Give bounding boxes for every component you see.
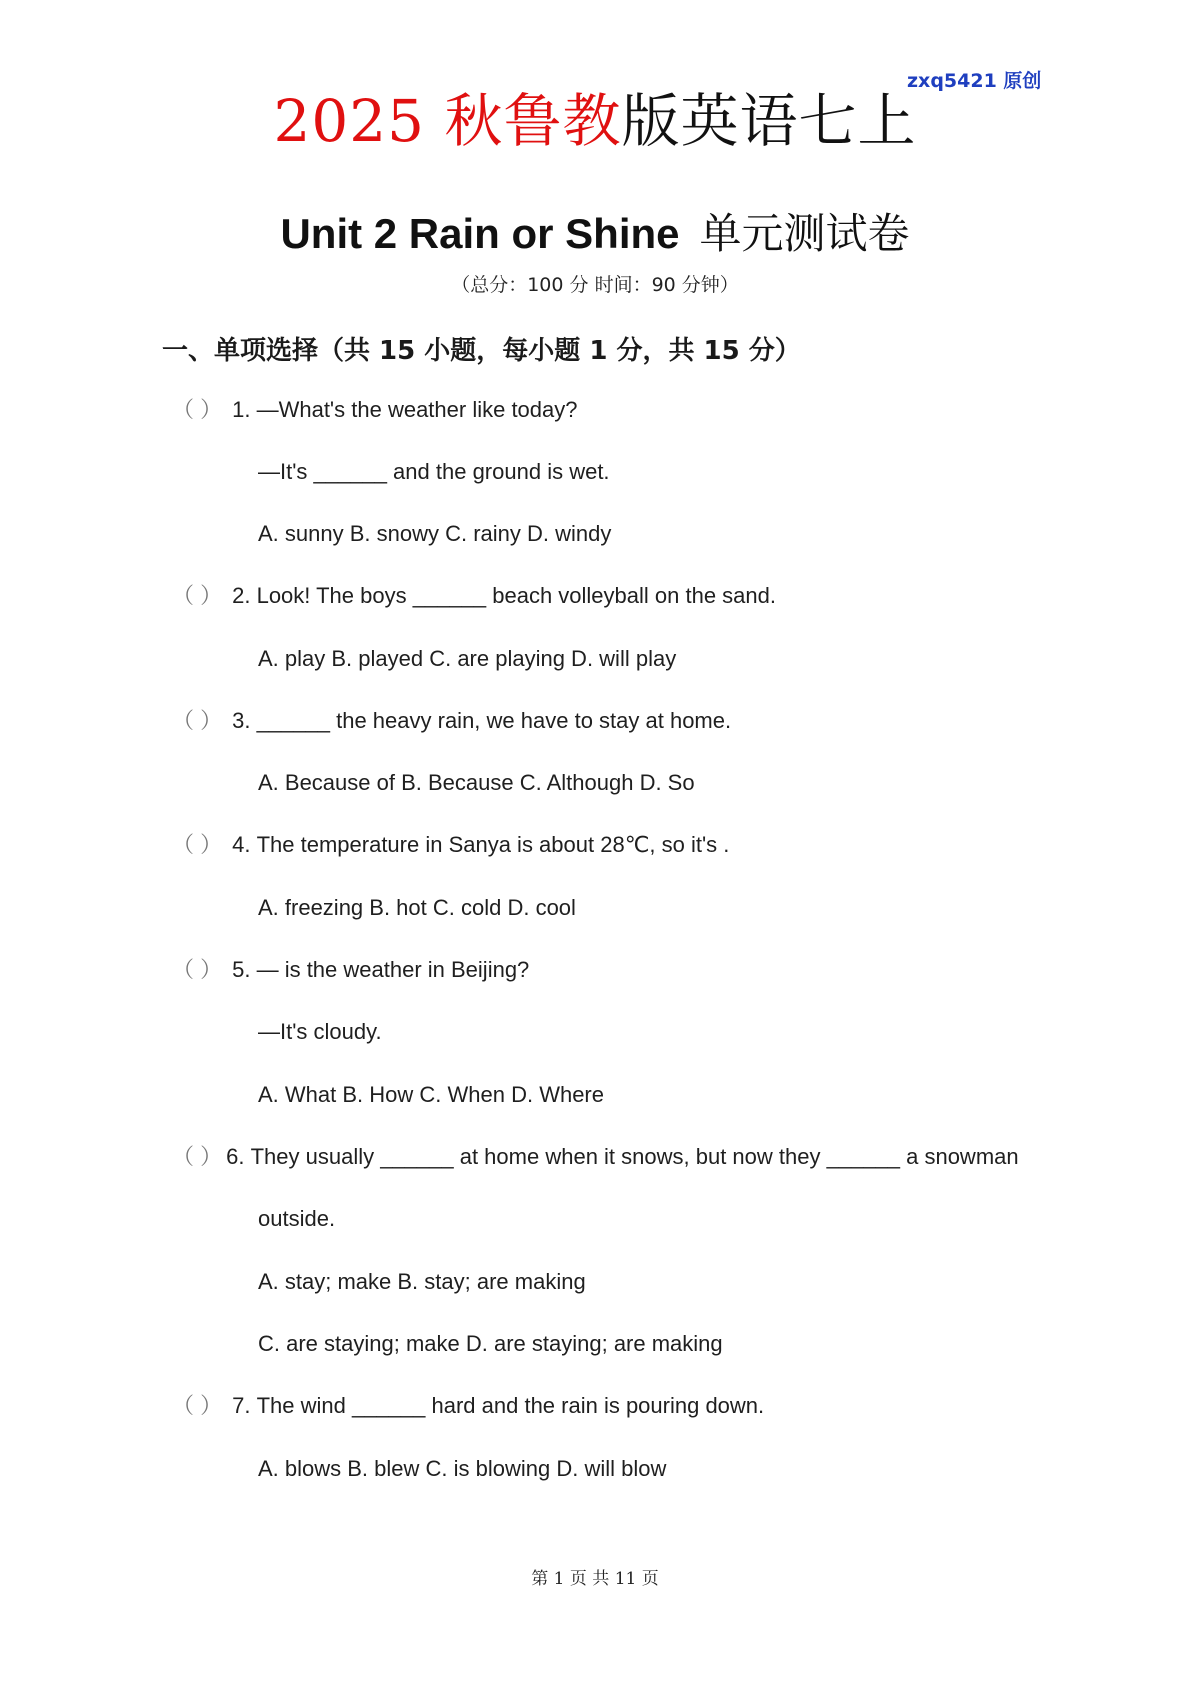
question-7 (172, 1392, 764, 1420)
question-6-stem: 6. They usually ______ at home when it snows, but now they ______ a snowman (226, 1144, 1019, 1169)
question-2-stem: 2. Look! The boys ______ beach volleyball on the sand. (232, 583, 777, 608)
page-footer: 第 1 页 共 11 页 (531, 1569, 659, 1589)
unit-title-cn: 单元测试卷 (699, 209, 910, 258)
question-6-line2: outside. (258, 1206, 336, 1231)
question-3-options: A. Because of B. Because C. Although D. So (258, 770, 695, 795)
question-4-options: A. freezing B. hot C. cold D. cool (258, 895, 576, 920)
question-5 (172, 956, 529, 984)
question-2-options: A. play B. played C. are playing D. will play (258, 646, 677, 671)
unit-title-en: Unit 2 Rain or Shine (280, 210, 680, 257)
answer-bracket[interactable]: （ ） (172, 832, 223, 857)
question-7-stem: 7. The wind ______ hard and the rain is pouring down. (232, 1393, 765, 1418)
answer-bracket[interactable]: （ ） (172, 708, 223, 733)
unit-title (0, 208, 1190, 260)
question-6-options-2: C. are staying; make D. are staying; are making (258, 1331, 723, 1356)
question-7-options: A. blows B. blew C. is blowing D. will blow (258, 1456, 667, 1481)
main-title (0, 86, 1190, 156)
question-4 (172, 831, 729, 859)
main-title-red: 2025 秋鲁教 (273, 87, 622, 155)
main-title-black: 版英语七上 (621, 87, 917, 155)
question-2 (172, 582, 776, 610)
question-4-stem: 4. The temperature in Sanya is about 28℃, so it's . (232, 832, 730, 857)
question-1 (172, 396, 578, 424)
answer-bracket[interactable]: （ ） (172, 583, 223, 608)
answer-bracket[interactable]: （ ） (172, 957, 223, 982)
question-5-options: A. What B. How C. When D. Where (258, 1082, 604, 1107)
question-5-stem: 5. — is the weather in Beijing? (232, 957, 530, 982)
answer-bracket[interactable]: （ ） (172, 397, 223, 422)
question-1-options: A. sunny B. snowy C. rainy D. windy (258, 521, 612, 546)
question-3 (172, 707, 731, 735)
section-heading: 一、单项选择（共 15 小题，每小题 1 分，共 15 分） (162, 336, 801, 366)
question-1-stem: 1. —What's the weather like today? (232, 397, 578, 422)
question-6-options-1: A. stay; make B. stay; are making (258, 1269, 586, 1294)
question-6 (172, 1143, 1019, 1171)
question-5-line2: —It's cloudy. (258, 1019, 382, 1044)
watermark: zxq5421 原创 (907, 70, 1042, 92)
question-3-stem: 3. ______ the heavy rain, we have to stay at home. (232, 708, 732, 733)
score-time-info: （总分：100 分 时间：90 分钟） (451, 274, 739, 296)
answer-bracket[interactable]: （ ） (172, 1393, 223, 1418)
question-1-line2: —It's ______ and the ground is wet. (258, 459, 610, 484)
answer-bracket[interactable]: （ ） (172, 1144, 223, 1169)
